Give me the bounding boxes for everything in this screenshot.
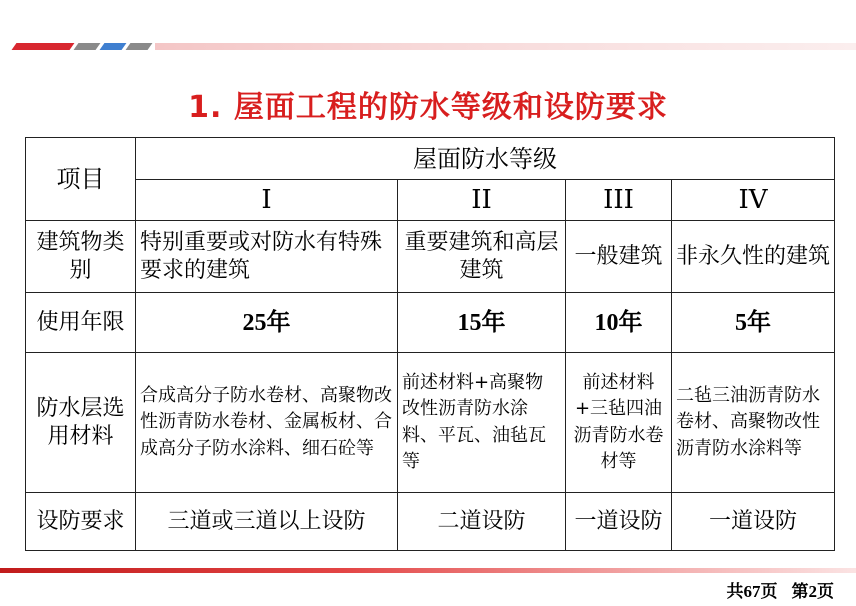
item-header: 项目 (26, 138, 136, 221)
row-label: 防水层选用材料 (26, 353, 136, 493)
table-cell: 前述材料+高聚物改性沥青防水涂料、平瓦、油毡瓦等 (398, 353, 566, 493)
row-label: 设防要求 (26, 493, 136, 551)
bottom-decorative-bar (0, 568, 856, 573)
table-cell: 一道设防 (566, 493, 672, 551)
grade-level-row (26, 180, 835, 221)
table-cell: 非永久性的建筑 (672, 221, 835, 293)
table-row (26, 293, 835, 353)
table-cell: 15年 (398, 293, 566, 353)
table-cell: 二道设防 (398, 493, 566, 551)
row-label: 建筑物类别 (26, 221, 136, 293)
row-label: 使用年限 (26, 293, 136, 353)
total-pages: 共67页 (726, 582, 778, 601)
table-cell: 二毡三油沥青防水卷材、高聚物改性沥青防水涂料等 (672, 353, 835, 493)
table-row (26, 221, 835, 293)
table-cell: 特别重要或对防水有特殊要求的建筑 (136, 221, 398, 293)
grade-level-cell: II (398, 180, 566, 221)
current-page: 第2页 (791, 582, 834, 601)
table-cell: 合成高分子防水卷材、高聚物改性沥青防水卷材、金属板材、合成高分子防水涂料、细石砼等 (136, 353, 398, 493)
waterproof-grade-table (25, 137, 835, 551)
table-cell: 重要建筑和高层建筑 (398, 221, 566, 293)
table-header-row (26, 138, 835, 180)
table-cell: 一般建筑 (566, 221, 672, 293)
table-cell: 10年 (566, 293, 672, 353)
table-cell: 一道设防 (672, 493, 835, 551)
grade-level-cell: IV (672, 180, 835, 221)
top-decorative-bar (0, 43, 856, 50)
page-indicator (727, 577, 835, 602)
grade-header: 屋面防水等级 (136, 138, 835, 180)
table-cell: 25年 (136, 293, 398, 353)
table-row (26, 493, 835, 551)
grade-level-cell: I (136, 180, 398, 221)
table-cell: 三道或三道以上设防 (136, 493, 398, 551)
table-cell: 前述材料+三毡四油沥青防水卷材等 (566, 353, 672, 493)
grade-level-cell: III (566, 180, 672, 221)
table-row (26, 353, 835, 493)
slide-title: 1. 屋面工程的防水等级和设防要求 (188, 90, 668, 125)
table-cell: 5年 (672, 293, 835, 353)
